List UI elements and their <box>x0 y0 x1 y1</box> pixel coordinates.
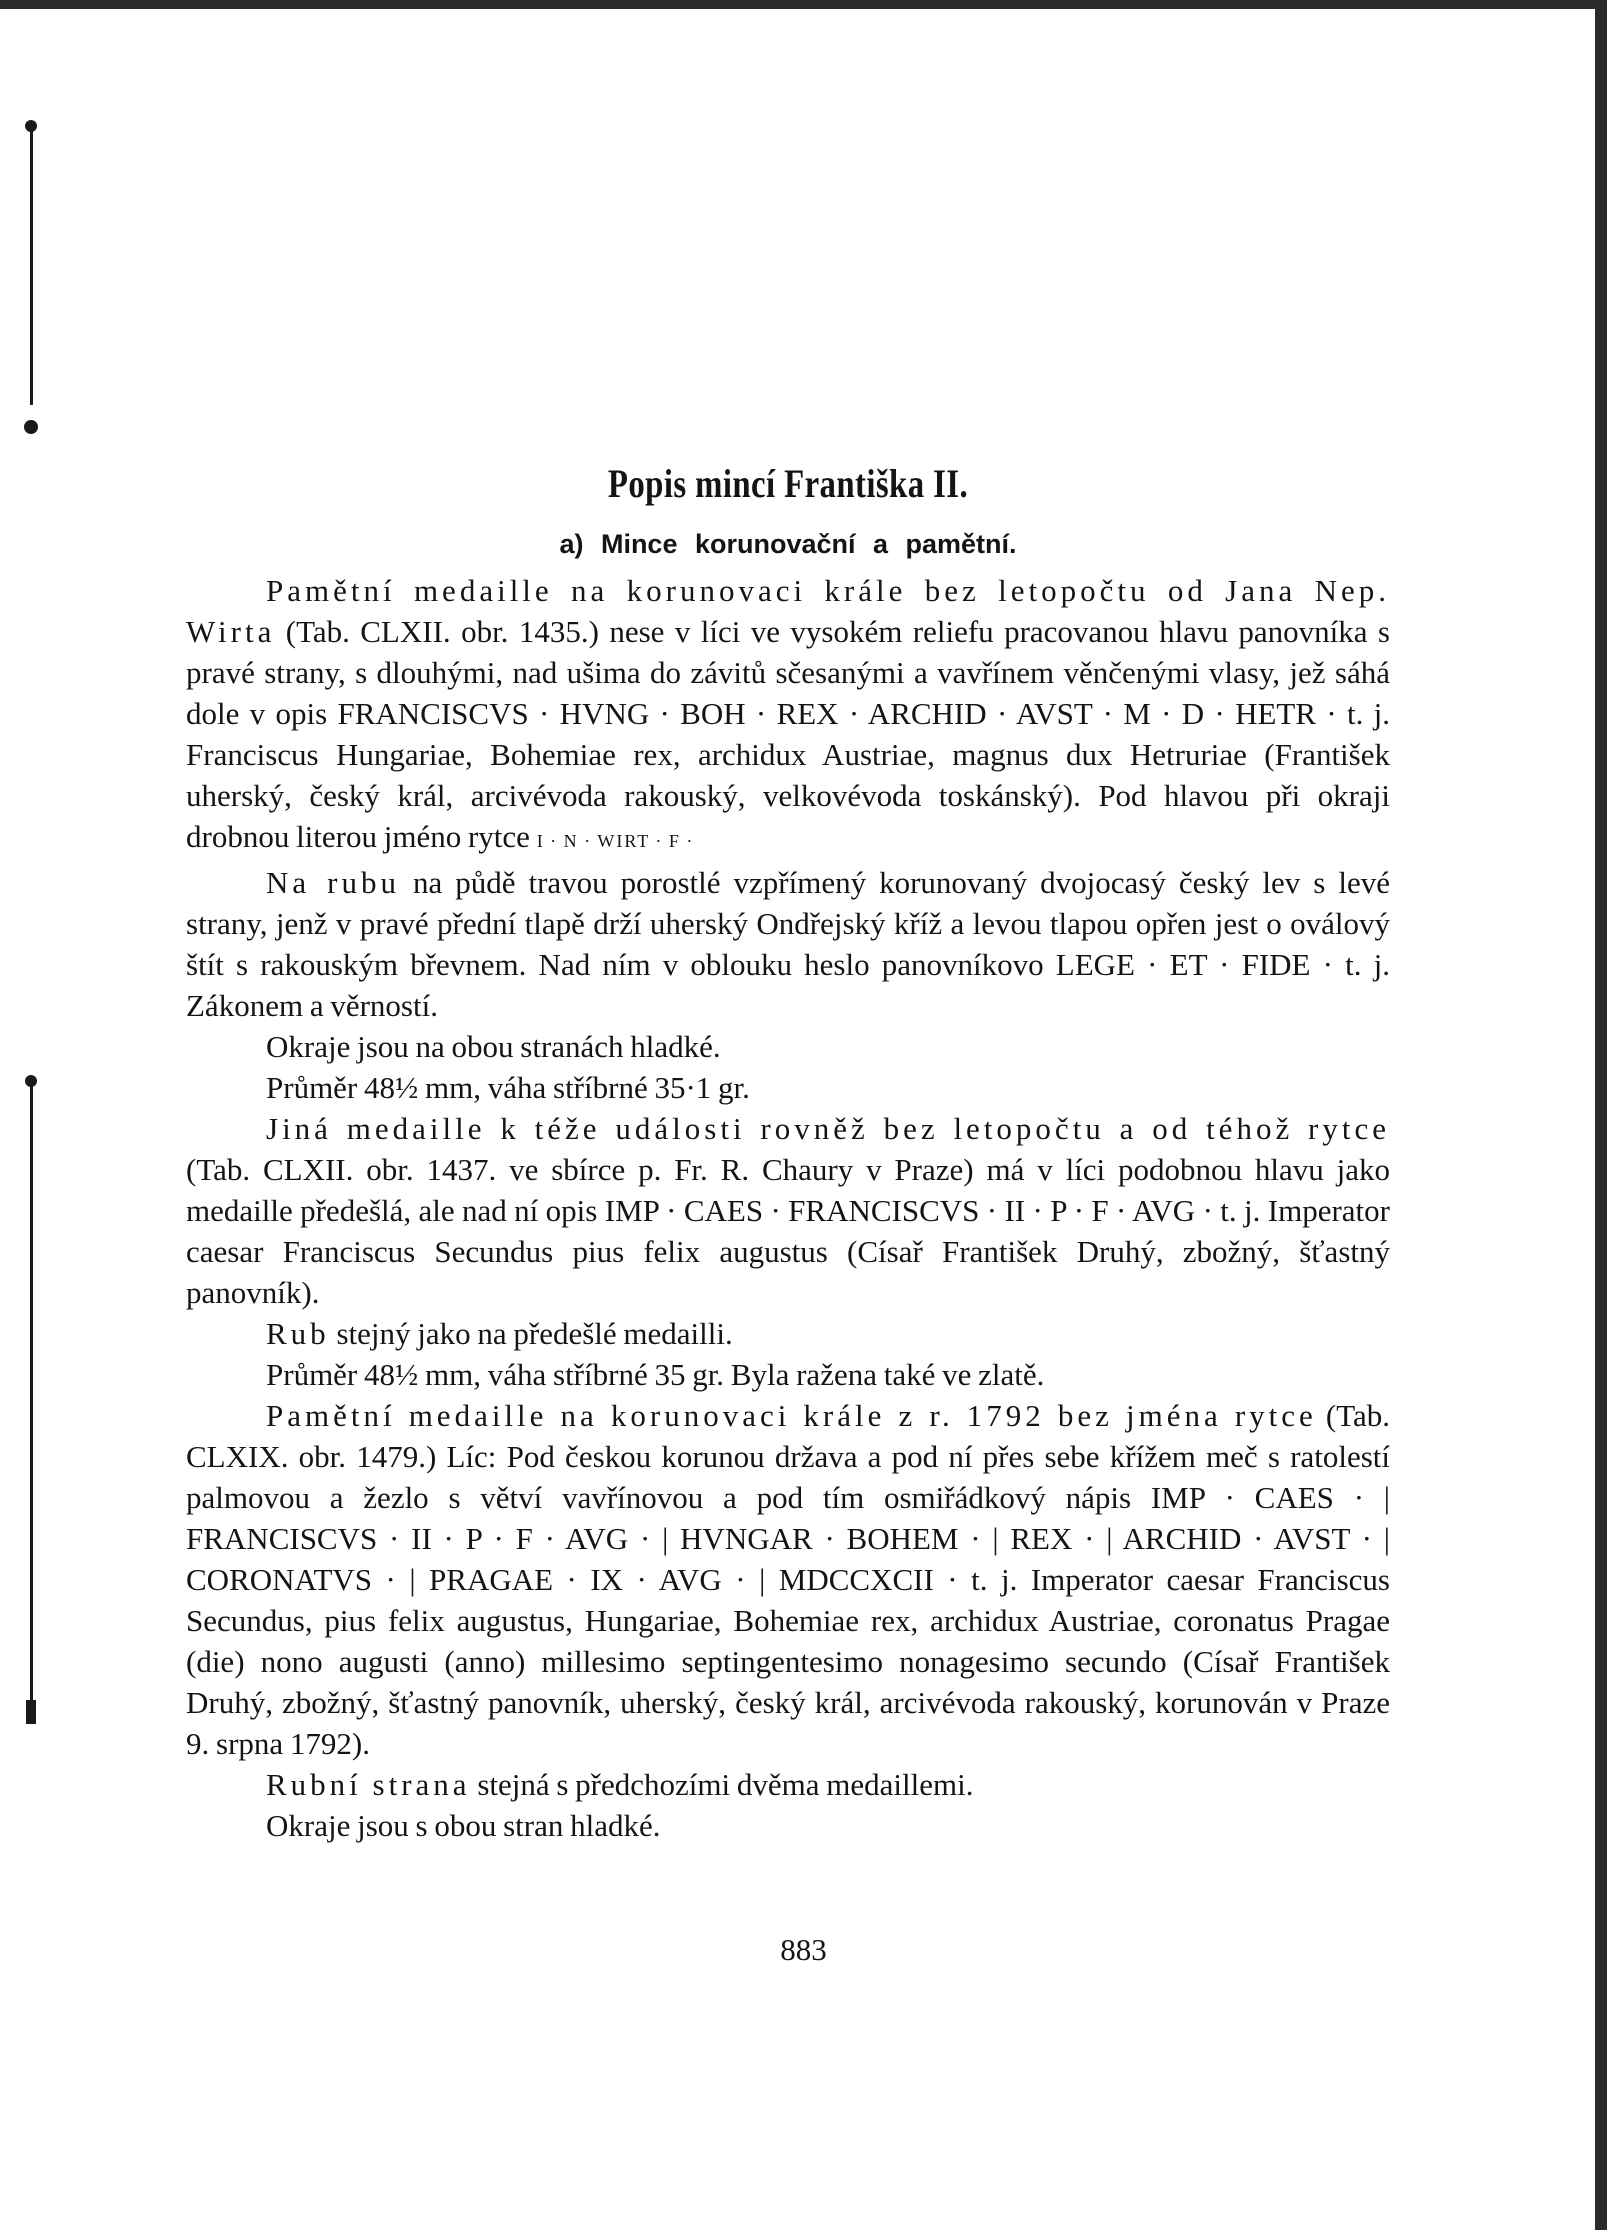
paragraph: Jiná medaille k téže události rovněž bez letopočtu a od téhož rytce (Tab. CLXII. obr. 1437. ve sbírce p. Fr. R. Chaury v Praze) má v líci podobnou hlavu jako medaille předešlá, ale nad ní opis IMP · CAES · FRANCISCVS · II · P · F · AVG · t. j. Imperator caesar Franciscus Secundus pius felix augustus (Císař František Druhý, zbožný, šťastný panovník). <box>186 1111 1390 1310</box>
page-title: Popis mincí Františka II. <box>607 461 969 506</box>
paragraph: Rub stejný jako na předešlé medailli. <box>266 1316 733 1351</box>
engraver-signature: I · N · WIRT · F · <box>536 831 695 851</box>
paragraph: Rubní strana stejná s předchozími dvěma medaillemi. <box>266 1767 974 1802</box>
margin-mark <box>25 1075 37 1087</box>
margin-mark <box>24 420 38 434</box>
margin-rule-bottom <box>30 1080 33 1700</box>
paragraph: Na rubu na půdě travou porostlé vzpřímený korunovaný dvojocasý český lev s levé strany, jenž v pravé přední tlapě drží uherský Ondřejský kříž a levou tlapou opřen jest o oválový štít s rakouským břevnem. Nad ním v oblouku heslo panovníkovo LEGE · ET · FIDE · t. j. Zákonem a věrností. <box>186 865 1390 1023</box>
paragraph: Okraje jsou s obou stran hladké. <box>266 1808 661 1843</box>
paragraph: Okraje jsou na obou stranách hladké. <box>266 1029 721 1064</box>
section-heading: a) Mince korunovační a pamětní. <box>559 529 1017 559</box>
margin-mark <box>26 1700 36 1724</box>
paragraph: Pamětní medaille na korunovaci krále bez letopočtu od Jana Nep. Wirta (Tab. CLXII. obr. 1435.) nese v líci ve vysokém reliefu pracovanou hlavu panovníka s pravé strany, s dlouhými, nad ušima do závitů sčesanými a vavřínem věnčenými vlasy, jež sáhá dole v opis FRANCISCVS · HVNG · BOH · REX · ARCHID · AVST · M · D · HETR · t. j. Franciscus Hungariae, Bohemiae rex, archidux Austriae, magnus dux Hetruriae (František uherský, český král, arcivévoda rakouský, velkovévoda toskánský). Pod hlavou při okraji drobnou literou jméno rytce I · N · WIRT · F · <box>186 573 1390 854</box>
margin-mark <box>25 120 37 132</box>
margin-rule-top <box>30 125 33 405</box>
paragraph: Průměr 48½ mm, váha stříbrné 35·1 gr. <box>266 1070 750 1105</box>
page-number: 883 <box>780 1932 827 1967</box>
page-body <box>186 460 1390 1846</box>
paragraph: Průměr 48½ mm, váha stříbrné 35 gr. Byla ražena také ve zlatě. <box>266 1357 1045 1392</box>
paragraph: Pamětní medaille na korunovaci krále z r. 1792 bez jména rytce (Tab. CLXIX. obr. 1479.) Líc: Pod českou korunou država a pod ní přes sebe křížem meč s ratolestí palmovou a žezlo s větví vavřínovou a pod tím osmiřádkový nápis IMP · CAES · | FRANCISCVS · II · P · F · AVG · | HVNGAR · BOHEM · | REX · | ARCHID · AVST · | CORONATVS · | PRAGAE · IX · AVG · | MDCCXCII · t. j. Imperator caesar Franciscus Secundus, pius felix augustus, Hungariae, Bohemiae rex, archidux Austriae, coronatus Pragae (die) nono augusti (anno) millesimo septingentesimo nonagesimo secundo (Císař František Druhý, zbožný, šťastný panovník, uherský, český král, arcivévoda rakouský, korunován v Praze 9. srpna 1792). <box>186 1398 1390 1761</box>
